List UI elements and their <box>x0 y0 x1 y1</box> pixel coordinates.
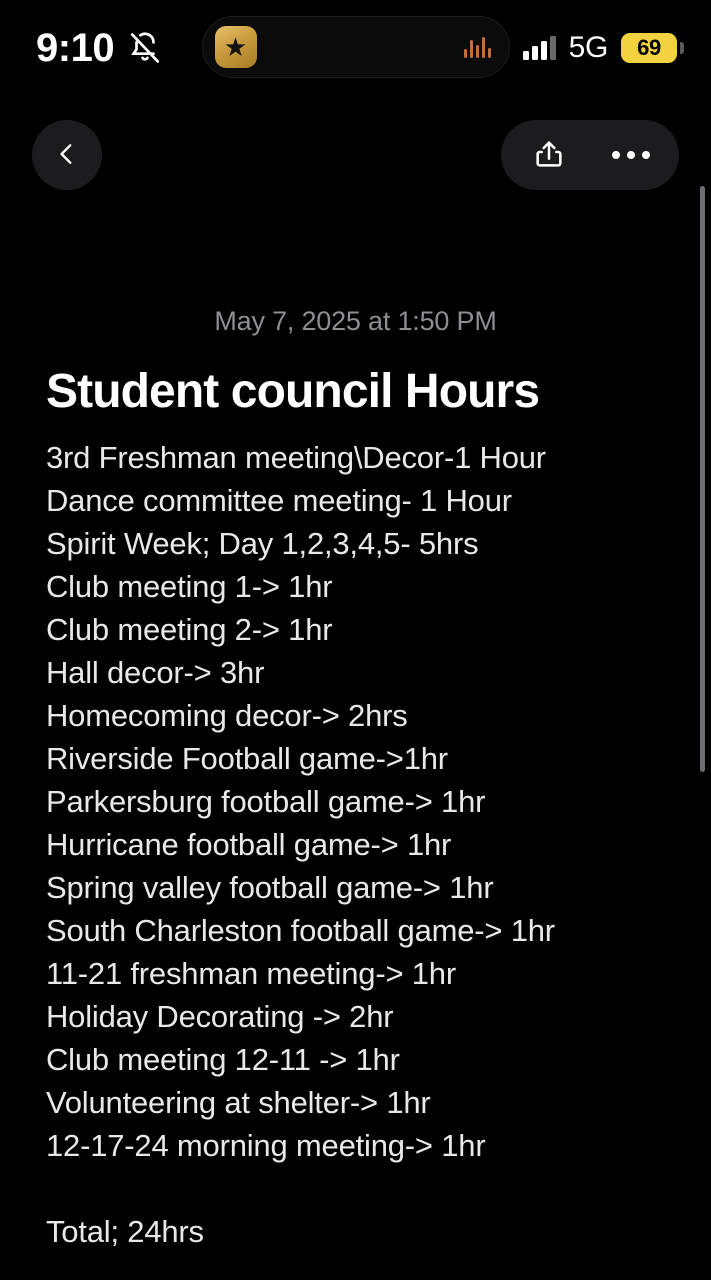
note-line: Club meeting 1-> 1hr <box>46 568 333 604</box>
status-bar <box>0 0 711 96</box>
scrollbar[interactable] <box>700 186 705 772</box>
ellipsis-icon <box>612 151 650 159</box>
note-toolbar <box>0 96 711 214</box>
note-line: Holiday Decorating -> 2hr <box>46 998 394 1034</box>
network-type-label: 5G <box>568 31 608 64</box>
dynamic-island[interactable] <box>202 16 510 78</box>
toolbar-actions-group <box>501 120 679 190</box>
note-title: Student council Hours <box>46 365 540 418</box>
more-options-button[interactable] <box>593 120 669 190</box>
note-line: Homecoming decor-> 2hrs <box>46 697 408 733</box>
cellular-signal-icon <box>523 36 556 60</box>
note-line: 12-17-24 morning meeting-> 1hr <box>46 1127 486 1163</box>
battery-indicator <box>621 33 677 63</box>
note-line-blank <box>46 1167 665 1210</box>
note-line: Spring valley football game-> 1hr <box>46 869 494 905</box>
status-right <box>523 31 677 65</box>
note-line: Parkersburg football game-> 1hr <box>46 783 486 819</box>
note-line: 3rd Freshman meeting\Decor-1 Hour <box>46 439 546 475</box>
share-button[interactable] <box>511 120 587 190</box>
bell-slash-icon <box>128 31 162 65</box>
note-line: South Charleston football game-> 1hr <box>46 912 555 948</box>
star-app-icon[interactable]: ★ <box>215 26 257 68</box>
audio-waveform-icon <box>464 36 491 58</box>
status-clock: 9:10 <box>36 26 115 70</box>
note-line: Club meeting 2-> 1hr <box>46 611 333 647</box>
back-button[interactable] <box>32 120 102 190</box>
note-line: Riverside Football game->1hr <box>46 740 448 776</box>
note-content[interactable] <box>0 214 711 1253</box>
status-left <box>36 28 162 68</box>
note-timestamp: May 7, 2025 at 1:50 PM <box>214 306 497 336</box>
note-line: Volunteering at shelter-> 1hr <box>46 1084 431 1120</box>
share-icon <box>533 136 565 175</box>
note-line: Dance committee meeting- 1 Hour <box>46 482 512 518</box>
chevron-left-icon <box>54 139 80 172</box>
note-line: Club meeting 12-11 -> 1hr <box>46 1041 400 1077</box>
note-total-line: Total; 24hrs <box>46 1213 204 1249</box>
battery-percent-label: 69 <box>637 35 661 60</box>
note-line: Spirit Week; Day 1,2,3,4,5- 5hrs <box>46 525 479 561</box>
note-line: Hall decor-> 3hr <box>46 654 265 690</box>
note-line: 11-21 freshman meeting-> 1hr <box>46 955 456 991</box>
battery-cap <box>680 42 684 54</box>
note-line: Hurricane football game-> 1hr <box>46 826 452 862</box>
